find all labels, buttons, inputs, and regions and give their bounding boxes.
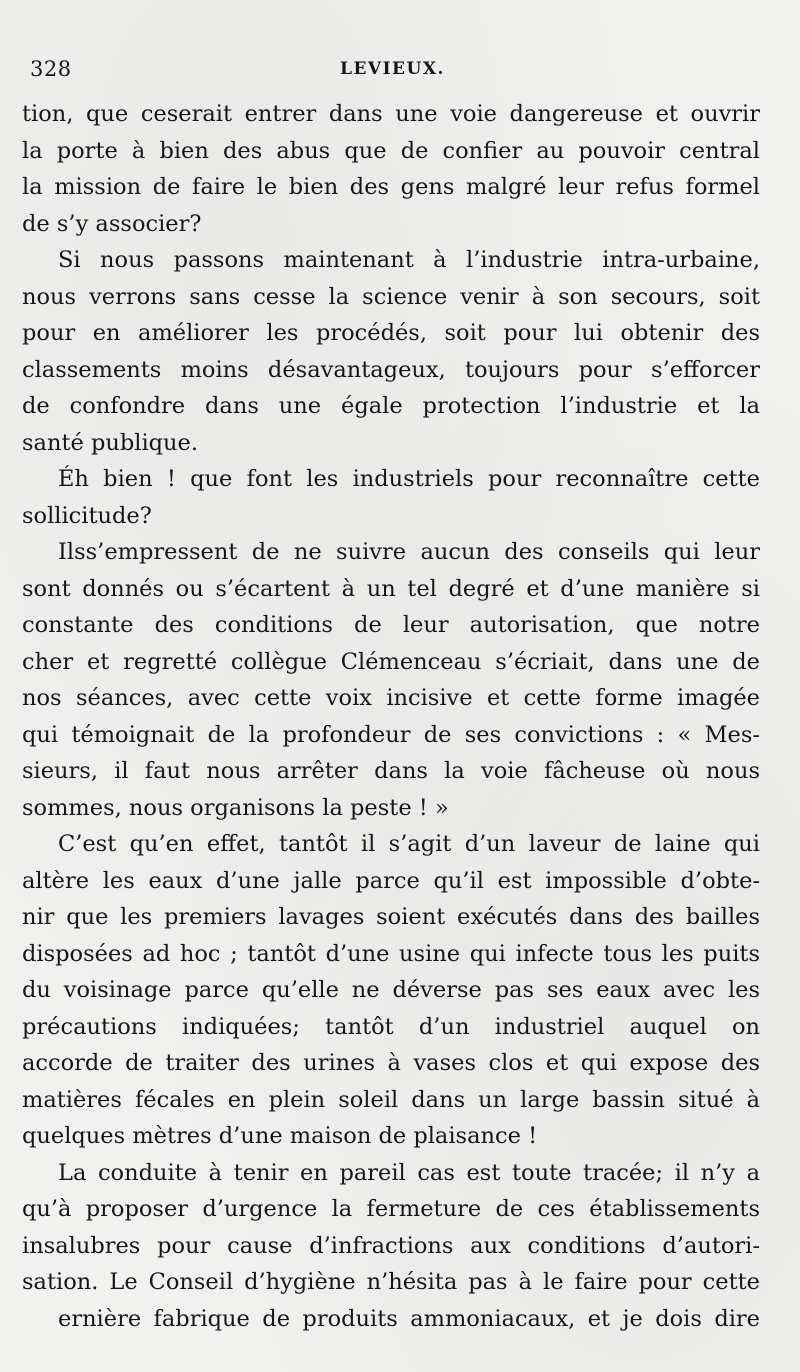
text-line: quelques mètres d’une maison de plaisance !	[22, 1123, 538, 1149]
text-line: disposées ad hoc ; tantôt d’une usine qui infecte tous les puits	[22, 940, 760, 967]
text-line: précautions indiquées; tantôt d’un industriel auquel on	[22, 1013, 760, 1040]
text-line: insalubres pour cause d’infractions aux conditions d’autori-	[22, 1232, 760, 1259]
text-line: qu’à proposer d’urgence la fermeture de ces établissements	[22, 1196, 760, 1222]
text-line: Si nous passons maintenant à l’industrie intra-urbaine,	[58, 247, 760, 273]
text-line: matières fécales en plein soleil dans un large bassin situé à	[22, 1086, 760, 1113]
text-line: tion, que ceserait entrer dans une voie dangereuse et ouvrir	[22, 101, 760, 127]
text-line: sollicitude?	[22, 502, 152, 529]
text-line: accorde de traiter des urines à vases clos et qui expose des	[22, 1050, 760, 1076]
text-line: sommes, nous organisons la peste ! »	[22, 794, 449, 821]
text-line: de confondre dans une égale protection l’industrie et la	[22, 393, 760, 419]
text-line: qui témoignait de la profondeur de ses convictions : « Mes-	[22, 721, 760, 748]
running-head-title: LEVIEUX.	[340, 59, 445, 79]
running-head	[30, 55, 770, 89]
text-line: Ilss’empressent de ne suivre aucun des conseils qui leur	[58, 539, 760, 565]
body-text	[22, 96, 760, 1337]
text-line: la porte à bien des abus que de confier au pouvoir central	[22, 137, 760, 164]
text-line: du voisinage parce qu’elle ne déverse pas ses eaux avec les	[22, 977, 760, 1003]
text-line: nos séances, avec cette voix incisive et cette forme imagée	[22, 685, 760, 711]
text-line: C’est qu’en effet, tantôt il s’agit d’un laveur de laine qui	[58, 831, 760, 857]
text-line: santé publique.	[22, 429, 199, 456]
text-line: altère les eaux d’une jalle parce qu’il est impossible d’obte-	[22, 867, 760, 894]
page-number: 328	[30, 57, 72, 81]
text-line: Éh bien ! que font les industriels pour reconnaître cette	[58, 466, 760, 492]
text-line: nir que les premiers lavages soient exécutés dans des bailles	[22, 904, 760, 930]
text-line: sieurs, il faut nous arrêter dans la voie fâcheuse où nous	[22, 758, 760, 784]
text-line: classements moins désavantageux, toujours pour s’efforcer	[22, 356, 760, 383]
text-line: sation. Le Conseil d’hygiène n’hésita pas à le faire pour cette	[22, 1269, 760, 1295]
text-line: sont donnés ou s’écartent à un tel degré et d’une manière si	[22, 575, 760, 602]
text-line: La conduite à tenir en pareil cas est toute tracée; il n’y a	[58, 1159, 760, 1186]
text-line: nous verrons sans cesse la science venir à son secours, soit	[22, 283, 760, 310]
text-line: la mission de faire le bien des gens malgré leur refus formel	[22, 174, 760, 200]
text-line: pour en améliorer les procédés, soit pour lui obtenir des	[22, 320, 760, 346]
text-line: constante des conditions de leur autorisation, que notre	[22, 612, 760, 638]
text-line: de s’y associer?	[22, 210, 202, 237]
text-line: ernière fabrique de produits ammoniacaux, et je dois dire	[58, 1305, 760, 1332]
text-line: cher et regretté collègue Clémenceau s’écriait, dans une de	[22, 648, 760, 675]
